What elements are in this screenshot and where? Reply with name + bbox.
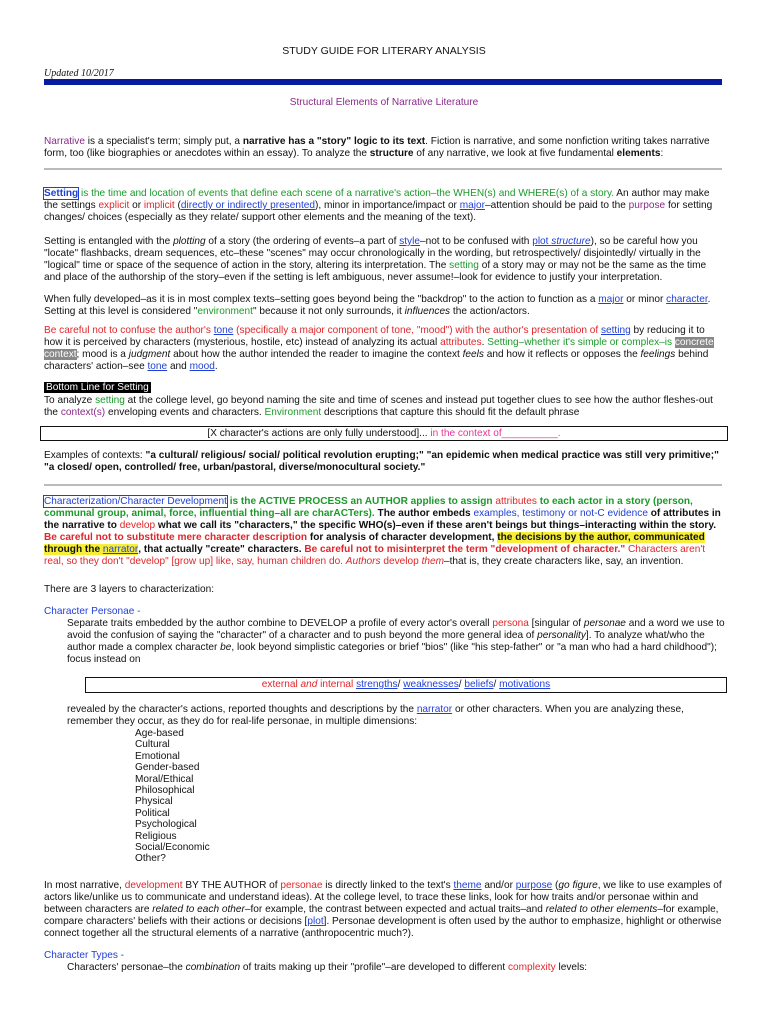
bottom-line-heading: Bottom Line for Setting xyxy=(46,382,149,393)
link-narrator[interactable]: narrator xyxy=(102,544,139,555)
list-item: Cultural xyxy=(135,739,170,751)
layers-intro: There are 3 layers to characterization: xyxy=(44,584,214,595)
term-setting: Setting xyxy=(44,188,79,199)
setting-paragraph-5: To analyze setting at the college level, go beyond naming the site and time of scenes and instead put together clues to see how the author fleshes-out the context(s) enveloping events and characters. Environment descriptions that capture this should fit the default phrase xyxy=(44,395,713,418)
link-narrator-2[interactable]: narrator xyxy=(416,704,453,715)
link-style[interactable]: style xyxy=(399,236,420,247)
link-beliefs[interactable]: beliefs xyxy=(464,679,494,690)
link-plot-2[interactable]: plot xyxy=(307,916,324,927)
link-major-2[interactable]: major xyxy=(598,294,624,305)
types-paragraph: Characters' personae–the combination of traits making up their "profile"–are developed to different complexity levels: xyxy=(67,962,588,973)
setting-paragraph-2: Setting is entangled with the plotting of a story (the ordering of events–a part of style–not to be confused with plot structure), so be careful how you "locate" flashbacks, dream sequences, etc–these "scenes" may occur chronologically in the wording, but retrospectively/ disjointedly/ virtually in the "logical" time or space of the sequence of action in the story, altering its interpretation. The setting of a story may or may not be the same as the time and place of the authorship of the story–even if the setting is left ambiguous, never assume!–look for evidence to justify your interpretation. xyxy=(44,236,707,283)
setting-paragraph-3: When fully developed–as it is in most complex texts–setting goes beyond being the "backdrop" to the action to function as a major or minor character. Setting at this level is considered "environment" because it not only surrounds, it influences the action/actors. xyxy=(44,294,711,317)
context-phrase-box: [X character's actions are only fully understood]... in the context of__________. xyxy=(40,426,728,441)
focus-box: external and internal strengths/ weaknesses/ beliefs/ motivations xyxy=(85,677,727,693)
personae-paragraph: Separate traits embedded by the author combine to DEVELOP a profile of every actor's overall persona [singular of personae and a word we use to avoid the confusion of saying the "character" of a character and to push beyond the more general idea of personality]. To analyze what/who the author made a complex character be, look beyond simplistic categories or brief "bios" (like "his step-father" or "a man who had a hard childhood"); focus instead on xyxy=(67,618,725,665)
list-item: Psychological xyxy=(135,819,197,831)
list-item: Gender-based xyxy=(135,762,200,774)
divider xyxy=(44,484,722,486)
header-rule xyxy=(44,79,722,85)
intro-paragraph: Narrative is a specialist's term; simply put, a narrative has a "story" logic to its text. Fiction is narrative, and some nonfiction writing takes narrative form, too (like biographies or anecdotes within an essay). To analyze the structure of any narrative, we look at five fundamental elements: xyxy=(44,136,710,159)
link-weaknesses[interactable]: weaknesses xyxy=(403,679,459,690)
term-narrative: Narrative xyxy=(44,136,85,147)
link-directly-indirectly[interactable]: directly or indirectly presented xyxy=(180,200,315,211)
list-item: Age-based xyxy=(135,728,184,739)
link-tone[interactable]: tone xyxy=(213,325,234,336)
list-item: Social/Economic xyxy=(135,842,210,854)
setting-paragraph-1: Setting is the time and location of events that define each scene of a narrative's action–the WHEN(s) and WHERE(s) of a story. An author may make the settings explicit or implicit (directly or indirectly presented), minor in importance/impact or major–attention should be paid to the purpose for setting changes/ choices (especially as they relate/ support other elements and the meaning of the text). xyxy=(44,188,713,223)
link-strengths[interactable]: strengths xyxy=(356,679,398,690)
context-examples: Examples of contexts: "a cultural/ religious/ social/ political revolution erupting;" "an epidemic when medical practice was still very primitive;" "a closed/ open, controlled/ free, urban/pastoral, diverse/monocultural society." xyxy=(44,450,719,473)
list-item: Physical xyxy=(135,796,173,808)
link-structure[interactable]: structure xyxy=(551,236,591,247)
list-item: Emotional xyxy=(135,750,180,762)
term-characterization: Characterization/Character Development xyxy=(44,496,227,507)
link-theme[interactable]: theme xyxy=(453,880,482,891)
link-major[interactable]: major xyxy=(459,200,485,211)
development-paragraph: In most narrative, development BY THE AUTHOR of personae is directly linked to the text's theme and/or purpose (go figure, we like to use examples of actors like/unlike us to communicate and understand ideas). At the college level, to trace these links, look for how traits and/or personae within and between characters are related to each other–for example, the contrast between expected and actual traits–and related to other elements–for example, compare characters' beliefs with their actions or decisions [plot]. Personae development is often used by the author to emphasize, highlight or otherwise connect together all the structural elements of a narrative (anthropocentric much?). xyxy=(44,880,722,939)
list-item: Political xyxy=(135,807,170,819)
link-motivations[interactable]: motivations xyxy=(499,679,551,690)
revealed-paragraph: revealed by the character's actions, reported thoughts and descriptions by the narrator or other characters. When you are analyzing these, remember they occur, as they do for real-life personae, in multiple dimensions: xyxy=(67,704,684,727)
link-plot[interactable]: plot xyxy=(532,236,552,247)
divider xyxy=(44,168,722,170)
list-item: Philosophical xyxy=(135,785,195,797)
link-setting[interactable]: setting xyxy=(600,325,631,336)
characterization-paragraph: Characterization/Character Development is the ACTIVE PROCESS an AUTHOR applies to assign attributes to each actor in a story (person, communal group, animal, force, influential thing–all are charACTers). The author embeds examples, testimony or not-C evidence of attributes in the narrative to develop what we call its "characters," the specific WHO(s)–even if these aren't beings but things–interacting within the story. Be careful not to substitute mere character description for analysis of character development, the decisions by the author, communicated through the narrator, that actually "create" characters. Be careful not to misinterpret the term "development of character." Characters aren't real, so they don't "develop" [grow up] like, say, human children do. Authors develop them–that is, they create characters like, say, an invention. xyxy=(44,496,721,567)
link-character[interactable]: character xyxy=(666,294,708,305)
link-tone-2[interactable]: tone xyxy=(147,361,168,372)
section-subtitle: Structural Elements of Narrative Literature xyxy=(289,97,479,108)
setting-paragraph-4: Be careful not to confuse the author's tone (specifically a major component of tone, "mood") with the author's presentation of setting by reducing it to how it is perceived by characters (mysterious, hostile, etc) instead of analyzing its actual attributes. Setting–whether it's simple or complex–is concrete context; mood is a judgment about how the author intended the reader to imagine the context feels and how it reflects or opposes the feelings behind characters' action–see tone and mood. xyxy=(44,325,714,372)
link-mood[interactable]: mood xyxy=(189,361,215,372)
updated-date: Updated 10/2017 xyxy=(44,68,114,79)
character-personae-heading: Character Personae - xyxy=(44,606,141,617)
list-item: Religious xyxy=(135,830,177,842)
list-item: Moral/Ethical xyxy=(135,773,194,785)
list-item: Other? xyxy=(135,853,166,865)
link-purpose[interactable]: purpose xyxy=(515,880,553,891)
character-types-heading: Character Types - xyxy=(44,950,125,961)
dimensions-list xyxy=(135,728,210,865)
document-title: STUDY GUIDE FOR LITERARY ANALYSIS xyxy=(282,45,486,57)
